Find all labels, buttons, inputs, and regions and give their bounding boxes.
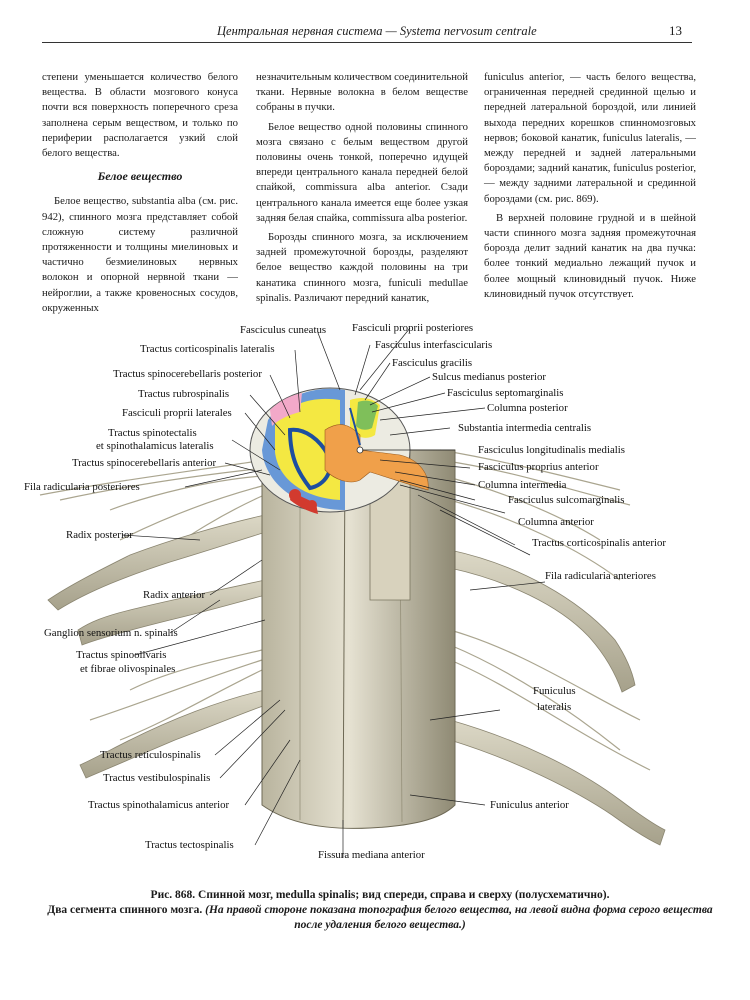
label-right: Fila radicularia anteriores — [545, 570, 656, 582]
spinal-nerve-left-lower — [80, 690, 266, 778]
label-right: Tractus corticospinalis anterior — [532, 537, 666, 549]
text-column-2 — [256, 70, 468, 310]
label-right: Fasciculus sulcomarginalis — [508, 494, 625, 506]
label-right: Fasciculus septomarginalis — [447, 387, 564, 399]
label-fasciculi-proprii-posteriores: Fasciculi proprii posteriores — [352, 322, 474, 334]
label-right: Fasciculus longitudinalis medialis — [478, 444, 625, 456]
caption-line-2-lead: Два сегмента спинного мозга. — [47, 904, 203, 916]
label-left: et spinothalamicus lateralis — [96, 440, 214, 452]
running-header — [42, 20, 692, 43]
label-right: Fasciculus proprius anterior — [478, 461, 599, 473]
label-left: Tractus corticospinalis lateralis — [140, 343, 275, 355]
label-left: Tractus spinothalamicus anterior — [88, 799, 230, 811]
label-left: Tractus spinocerebellaris posterior — [113, 368, 262, 380]
label-right: lateralis — [537, 701, 572, 713]
label-left: Fila radicularia posteriores — [24, 481, 140, 493]
label-left: Tractus vestibulospinalis — [103, 772, 211, 784]
label-right: Fasciculus interfascicularis — [375, 339, 493, 351]
label-left: Tractus tectospinalis — [145, 839, 234, 851]
label-left: Tractus spinotectalis — [108, 427, 197, 439]
caption-line-2-rest: (На правой стороне показана топография белого вещества, на левой видна форма серого вещества после удаления белого вещества.) — [205, 904, 713, 931]
caption-line-2 — [40, 903, 720, 933]
label-left: Tractus spinocerebellaris anterior — [72, 457, 217, 469]
label-right: Fasciculus gracilis — [392, 357, 473, 369]
label-right: Substantia intermedia centralis — [458, 422, 592, 434]
label-left: Tractus spinoolivaris — [76, 649, 167, 661]
label-left: et fibrae olivospinales — [80, 663, 176, 675]
label-fasciculus-cuneatus: Fasciculus cuneatus — [240, 324, 327, 336]
paragraph: Борозды спинного мозга, за исключением задней промежуточной борозды, разделяют белое вещество каждой половины на три канатика спинного мозга, funiculi medullae spinalis. Различают передний канатик, — [256, 231, 468, 304]
figure-caption — [40, 888, 720, 933]
spinal-cord-illustration — [0, 300, 750, 880]
label-right: Funiculus — [533, 685, 576, 697]
paragraph: Белое вещество, substantia alba (см. рис. 942), спинного мозга представляет собой сложную систему различной протяженности и толщины миелиновых и частично безмиелиновых нервных волокон и опорной нервной ткани — нейроглии, а также кровеносных сосудов, окруженных — [42, 195, 238, 314]
label-left: Ganglion sensorium n. spinalis — [44, 627, 178, 639]
label-fissura-mediana-anterior: Fissura mediana anterior — [318, 849, 425, 861]
page-number: 13 — [669, 23, 682, 38]
label-right: Columna anterior — [518, 516, 594, 528]
running-title: Центральная нервная система — Systema nervosum centrale — [217, 24, 537, 38]
paragraph: Белое вещество одной половины спинного мозга связано с белым веществом другой половины очень тонкой, поперечно идущей впереди центрального канала передней белой спайкой, commissura alba anterior. Сзади центрального канала имеется еще более узкая задняя белая спайка, commissura alba posterior. — [256, 120, 468, 224]
label-right: Funiculus anterior — [490, 799, 569, 811]
label-right: Columna posterior — [487, 402, 568, 414]
label-right: Columna intermedia — [478, 479, 567, 491]
label-left: Tractus rubrospinalis — [138, 388, 230, 400]
paragraph: В верхней половине грудной и в шейной части спинного мозга задняя промежуточная борозда делит задний канатик на два пучка: более тонкий медиально лежащий пучок и более мощный клиновидный пучок. Ниже клиновидный пучок отсутствует. — [484, 211, 696, 300]
label-left: Radix posterior — [66, 529, 133, 541]
anatomical-figure — [0, 300, 750, 880]
label-left: Radix anterior — [143, 589, 206, 601]
spinal-nerve-right-lower — [450, 720, 665, 845]
label-left: Fasciculi proprii laterales — [122, 407, 232, 419]
text-column-1 — [42, 70, 238, 320]
label-left: Tractus reticulospinalis — [100, 749, 201, 761]
label-right: Sulcus medianus posterior — [432, 371, 546, 383]
paragraph: funiculus anterior, — часть белого вещества, ограниченная передней срединной щелью и передней латеральной бороздой, или линией выхода передних корешков спинномозговых нервов; боковой канатик, funiculus lateralis, — между передней и задней латеральными бороздами; задний канатик, funiculus posterior, — между задними латеральной и срединной бороздами (см. рис. 869). — [484, 71, 696, 205]
paragraph: незначительным количеством соединительной ткани. Нервные волокна в белом веществе собраны в пучки. — [256, 71, 468, 114]
text-column-3 — [484, 70, 696, 306]
paragraph: степени уменьшается количество белого вещества. В области мозгового конуса почти вся поверхность поперечного среза заполнена серым веществом, и только по периферии располагается узкий слой белого вещества. — [42, 71, 238, 160]
section-heading: Белое вещество — [97, 169, 183, 184]
caption-line-1: Рис. 868. Спинной мозг, medulla spinalis; вид спереди, справа и сверху (полусхематично). — [150, 889, 610, 901]
